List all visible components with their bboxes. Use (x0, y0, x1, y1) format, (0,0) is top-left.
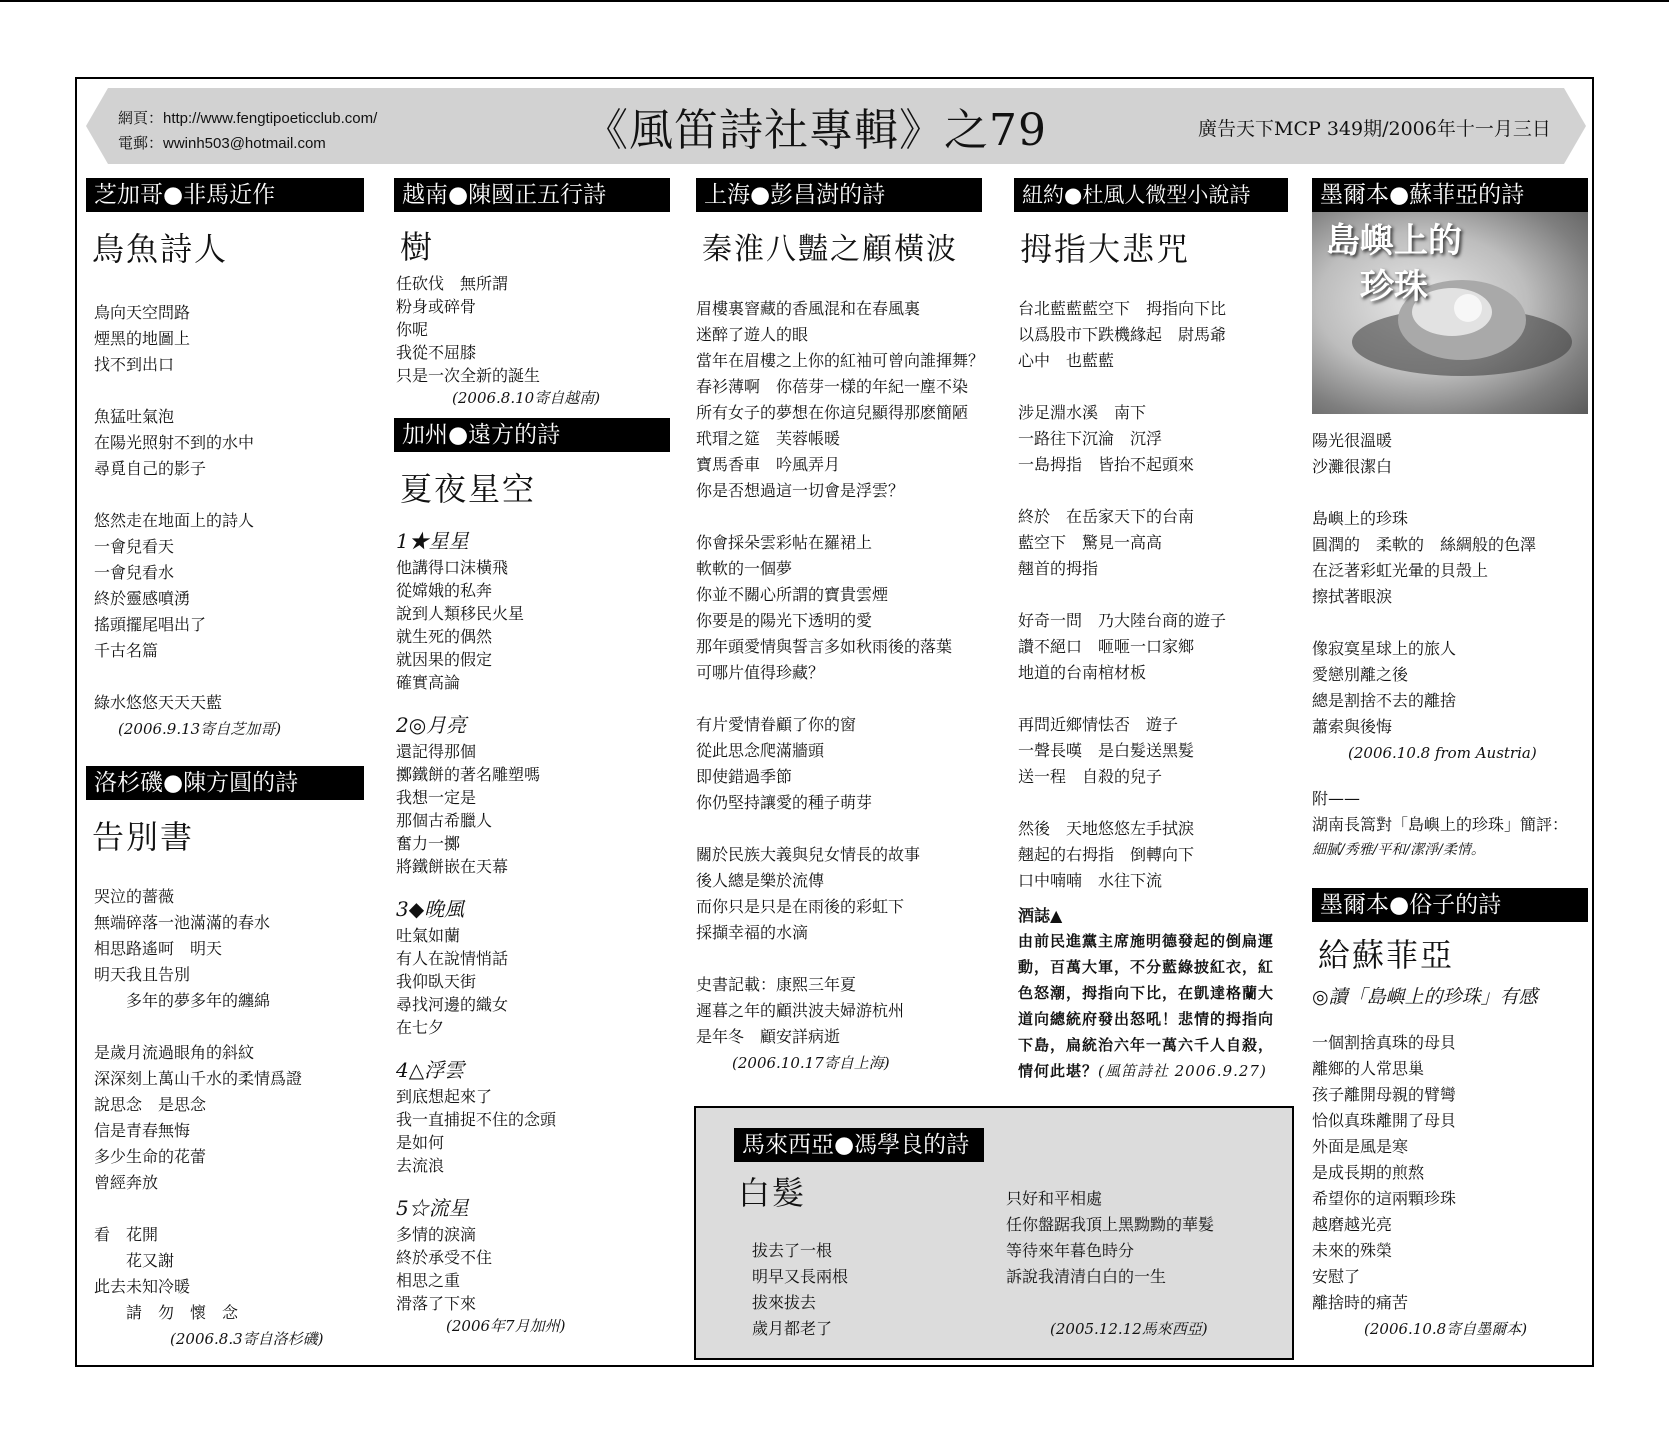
poem-line: 蕭索與後悔 (1312, 717, 1393, 736)
poem-line: 安慰了 (1312, 1267, 1361, 1286)
poem-line: 總是割捨不去的離捨 (1312, 691, 1457, 710)
poem-line: 訴說我清清白白的一生 (1006, 1267, 1167, 1286)
poem-line: 在陽光照射不到的水中 (94, 433, 255, 452)
poem-line: 送一程 自殺的兒子 (1018, 767, 1163, 786)
poem-line: 在泛著彩虹光暈的貝殼上 (1312, 561, 1489, 580)
poem-title: 拇指大悲咒 (1020, 230, 1191, 268)
poem-line: 多少生命的花蕾 (94, 1147, 207, 1166)
poem-source: (2006.10.17寄自上海) (732, 1054, 890, 1072)
poem-line: 台北藍藍藍空下 拇指向下比 (1018, 299, 1227, 318)
poem-line: 再問近鄉情怯否 遊子 (1018, 715, 1179, 734)
poem-line: 任砍伐 無所謂 (396, 274, 509, 293)
poem-line: 魚猛吐氣泡 (94, 407, 175, 426)
poem-line: 將鐵餅嵌在天幕 (396, 857, 509, 876)
section-bar: 芝加哥●非馬近作 (86, 178, 364, 212)
poem-line: 讚不絕口 咂咂一口家鄉 (1018, 637, 1195, 656)
poem-title: 秦淮八豔之顧橫波 (702, 232, 958, 267)
poem-line: 明早又長兩根 (752, 1267, 849, 1286)
section-bar: 洛杉磯●陳方圓的詩 (86, 766, 364, 800)
poem-line: 任你盤踞我頂上黑黝黝的華髮 (1006, 1215, 1215, 1234)
poem-line: 關於民族大義與兒女情長的故事 (696, 845, 921, 864)
poem-line: 愛戀別離之後 (1312, 665, 1409, 684)
poem-line: 無端碎落一池滿滿的春水 (94, 913, 271, 932)
section-bar: 紐約●杜風人微型小說詩 (1014, 178, 1288, 212)
poem-line: 擦拭著眼淚 (1312, 587, 1393, 606)
poem-line: 鳥向天空問路 (94, 303, 191, 322)
poem-line: 就生死的偶然 (396, 627, 493, 646)
pearl-photo (1312, 212, 1588, 414)
poem-line: 還記得那個 (396, 742, 477, 761)
poem-line: 圓潤的 柔軟的 絲綢般的色澤 (1312, 535, 1537, 554)
section-bar: 加州●遠方的詩 (394, 418, 670, 452)
poem-line: 深深刻上萬山千水的柔情爲證 (94, 1069, 303, 1088)
stanza-heading: 1★星星 (396, 529, 469, 553)
poem-line: 奮力一擲 (396, 834, 461, 853)
poem-line: 千古名篇 (94, 641, 159, 660)
email-text: 電郵：wwinh503@hotmail.com (118, 135, 326, 152)
poem-line: 等待來年暮色時分 (1006, 1241, 1135, 1260)
section-bar: 上海●彭昌澍的詩 (696, 178, 982, 212)
note-text (1018, 928, 1286, 1084)
poem-body (696, 296, 984, 1076)
poem-line: 一個割捨真珠的母貝 (1312, 1033, 1457, 1052)
stanza-heading: 2◎月亮 (396, 713, 467, 737)
poem-line: 好奇一問 乃大陸台商的遊子 (1018, 611, 1227, 630)
poem-line: 相思之重 (396, 1271, 461, 1290)
stanza-heading: 5☆流星 (396, 1196, 469, 1220)
poem-line: 是歲月流過眼角的斜紋 (94, 1043, 255, 1062)
section-bar: 墨爾本●蘇菲亞的詩 (1312, 178, 1588, 212)
poem-line: 藍空下 驚見一高高 (1018, 533, 1163, 552)
poem-line: 未來的殊榮 (1312, 1241, 1393, 1260)
poem-line: 你是否想過這一切會是浮雲？ (696, 481, 905, 500)
poem-line: 一島拇指 皆抬不起頭來 (1018, 455, 1195, 474)
poem-line: 有人在說情悄話 (396, 949, 509, 968)
poem-source: (2006.8.10寄自越南) (452, 389, 601, 407)
poem-line: 我從不屈膝 (396, 343, 477, 362)
poem-source: (2006年7月加州) (446, 1317, 566, 1335)
stanza-heading: 4△浮雲 (396, 1058, 465, 1082)
poem-line: 此去未知冷暖 (94, 1277, 191, 1296)
poem-line: 尋覓自己的影子 (94, 459, 207, 478)
photo-caption: 島嶼上的 珍珠 (1326, 221, 1462, 307)
poem-line: 一路往下沉淪 沉浮 (1018, 429, 1163, 448)
column-3 (696, 178, 984, 1076)
poem-line: 看 花開 (94, 1225, 159, 1244)
note-source: (風笛詩社 2006.9.27) (1098, 1062, 1267, 1080)
poem-line: 那年頭愛情與誓言多如秋雨後的落葉 (696, 637, 953, 656)
column-1 (86, 178, 364, 1352)
poem-line: 寶馬香車 吟風弄月 (696, 455, 841, 474)
poem-line: 相思路遙呵 明天 (94, 939, 223, 958)
poem-line: 希望你的這兩顆珍珠 (1312, 1189, 1457, 1208)
poem-line: 翹起的右拇指 倒轉向下 (1018, 845, 1195, 864)
poem-line: 終於靈感噴湧 (94, 589, 191, 608)
section-bar: 馬來西亞●馮學良的詩 (734, 1128, 984, 1162)
poem-line: 終於承受不住 (396, 1248, 493, 1267)
poem-line: 迷醉了遊人的眼 (696, 325, 809, 344)
poem-line: 多情的淚滴 (396, 1225, 477, 1244)
poem-title: 給蘇菲亞 (1318, 936, 1455, 974)
poem-line: 就因果的假定 (396, 650, 493, 669)
poem-source: (2006.10.8寄自墨爾本) (1364, 1320, 1528, 1338)
poem-line: 而你只是只是在雨後的彩虹下 (696, 897, 905, 916)
poem-line: 軟軟的一個夢 (696, 559, 793, 578)
top-rule (0, 0, 1669, 2)
poem-body-left (752, 1238, 848, 1342)
poem-line: 歲月都老了 (752, 1319, 833, 1338)
poem-title: 夏夜星空 (400, 470, 537, 508)
poem-body (94, 884, 364, 1352)
poem-line: 你會採朵雲彩帖在羅裙上 (696, 533, 873, 552)
poem-line: 島嶼上的珍珠 (1312, 509, 1409, 528)
note-heading: 酒誌▲ (1018, 906, 1063, 925)
poem-line: 在七夕 (396, 1018, 445, 1037)
poem-line: 拔來拔去 (752, 1293, 817, 1312)
section-bar: 越南●陳國正五行詩 (394, 178, 670, 212)
poem-line: 一會兒看水 (94, 563, 175, 582)
poem-line: 然後 天地悠悠左手拭淚 (1018, 819, 1195, 838)
issue-info: 廣告天下MCP 349期/2006年十一月三日 (1198, 118, 1551, 140)
poem-line: 一聲長嘆 是白髮送黑髮 (1018, 741, 1195, 760)
poem-line: 是成長期的煎熬 (1312, 1163, 1425, 1182)
poem-line: 玳瑁之筵 芙蓉帳暖 (696, 429, 841, 448)
poem-line: 遲暮之年的顧洪波夫婦游杭州 (696, 1001, 905, 1020)
poem-line: 心中 也藍藍 (1018, 351, 1115, 370)
poem-line: 陽光很溫暖 (1312, 431, 1393, 450)
poem-source: (2006.8.3寄自洛杉磯) (170, 1330, 324, 1348)
poem-line: 你仍堅持讓愛的種子萌芽 (696, 793, 873, 812)
poem-line: 我想一定是 (396, 788, 477, 807)
poem-line: 花又謝 (94, 1251, 175, 1270)
poem-title: 告別書 (92, 818, 195, 856)
poem-line: 尋找河邊的織女 (396, 995, 509, 1014)
appendix-review: 細膩/秀雅/平和/潔淨/柔情。 (1312, 842, 1485, 858)
poem-line: 只是一次全新的誕生 (396, 366, 541, 385)
poem-body-right (1006, 1186, 1214, 1290)
poem-line: 後人總是樂於流傳 (696, 871, 825, 890)
poem-title: 白髮 (738, 1174, 807, 1212)
poem-line: 說到人類移民火星 (396, 604, 525, 623)
poem-line: 你要是的陽光下透明的愛 (696, 611, 873, 630)
poem-line: 有片愛情眷顧了你的窗 (696, 715, 857, 734)
poem-line: 去流浪 (396, 1156, 445, 1175)
poem-line: 恰似真珠離開了母貝 (1312, 1111, 1457, 1130)
poem-line: 煙黑的地圖上 (94, 329, 191, 348)
poem-body (94, 300, 364, 742)
poem-line: 那個古希臘人 (396, 811, 493, 830)
poem-line: 從此思念爬滿牆頭 (696, 741, 825, 760)
poem-title: 鳥魚詩人 (92, 230, 229, 268)
poem-line: 口中喃喃 水往下流 (1018, 871, 1163, 890)
poem-line: 搖頭擺尾唱出了 (94, 615, 207, 634)
poem-line: 眉樓裏窨藏的香風混和在春風裏 (696, 299, 921, 318)
poem-line: 離鄉的人常思巢 (1312, 1059, 1425, 1078)
poem-line: 即使錯過季節 (696, 767, 793, 786)
header-banner (86, 88, 1586, 164)
poem-line: 春衫薄啊 你蓓芽一樣的年紀一塵不染 (696, 377, 969, 396)
poem-title: 樹 (400, 228, 435, 266)
poem-line: 綠水悠悠天天天藍 (94, 693, 223, 712)
poem-line: 孩子離開母親的臂彎 (1312, 1085, 1457, 1104)
poem-line: 像寂寞星球上的旅人 (1312, 639, 1457, 658)
column-4 (1014, 178, 1288, 1084)
poem-line: 拔去了一根 (752, 1241, 833, 1260)
poem-line: 只好和平相處 (1006, 1189, 1103, 1208)
poem-line: 吐氣如蘭 (396, 926, 461, 945)
column-2 (394, 178, 670, 1338)
poem-line: 是如何 (396, 1133, 445, 1152)
poem-body (1018, 296, 1288, 1084)
poem-line: 外面是風是寒 (1312, 1137, 1409, 1156)
contact-info (118, 106, 377, 156)
poem-line: 終於 在岳家天下的台南 (1018, 507, 1195, 526)
poem-line: 離捨時的痛苦 (1312, 1293, 1409, 1312)
page-title: 《風笛詩社專輯》之79 (584, 105, 1047, 156)
poem-line: 從嫦娥的私奔 (396, 581, 493, 600)
poem-line: 你呢 (396, 320, 429, 339)
poem-line: 信是青春無悔 (94, 1121, 191, 1140)
poem-body (1312, 428, 1588, 862)
malaysia-box (694, 1106, 1294, 1360)
poem-line: 越磨越光亮 (1312, 1215, 1393, 1234)
website-text: 網頁：http://www.fengtipoeticclub.com/ (118, 110, 378, 127)
poem-line: 沙灘很潔白 (1312, 457, 1393, 476)
note-body: 由前民進黨主席施明德發起的倒扁運動，百萬大軍，不分藍綠披紅衣，紅色怒潮，拇指向下比，在凱達格蘭大道向總統府發出怒吼！悲情的拇指向下島，扁統治六年一萬六千人自殺，情何此堪？ (1018, 932, 1275, 1080)
poem-line: 一會兒看天 (94, 537, 175, 556)
poem-line: 確實高論 (396, 673, 461, 692)
poem-line: 說思念 是思念 (94, 1095, 207, 1114)
poem-line: 粉身或碎骨 (396, 297, 477, 316)
poem-source: (2006.9.13寄自芝加哥) (118, 720, 282, 738)
poem-line: 可哪片值得珍藏？ (696, 663, 825, 682)
poem-line: 到底想起來了 (396, 1087, 493, 1106)
section-bar: 墨爾本●俗子的詩 (1312, 888, 1588, 922)
poem-line: 擲鐵餅的著名雕塑嗎 (396, 765, 541, 784)
poem-line: 滑落了下來 (396, 1294, 477, 1313)
stanza-heading: 3◆晚風 (396, 897, 465, 921)
poem-line: 我一直捕捉不住的念頭 (396, 1110, 557, 1129)
poem-line: 翹首的拇指 (1018, 559, 1099, 578)
poem-line: 請 勿 懷 念 (94, 1303, 239, 1322)
appendix-text: 湖南長篙對「島嶼上的珍珠」簡評： (1312, 815, 1569, 834)
poem-line: 明天我且告別 (94, 965, 191, 984)
poem-line: 當年在眉樓之上你的紅袖可曾向誰揮舞？ (696, 351, 985, 370)
poem-line: 多年的夢多年的纏綿 (94, 991, 271, 1010)
poem-line: 哭泣的薔薇 (94, 887, 175, 906)
poem-line: 採擷幸福的水滴 (696, 923, 809, 942)
poem-line: 地道的台南棺材板 (1018, 663, 1147, 682)
poem-subtitle: ◎讀「島嶼上的珍珠」有感 (1312, 986, 1538, 1008)
poem-source: (2006.10.8 from Austria) (1348, 744, 1537, 762)
poem-body (396, 272, 670, 410)
poem-line: 他講得口沫橫飛 (396, 558, 509, 577)
appendix-heading: 附—— (1312, 789, 1361, 808)
poem-line: 史書記載：康熙三年夏 (696, 975, 857, 994)
poem-line: 找不到出口 (94, 355, 175, 374)
poem-line: 所有女子的夢想在你這兒顯得那麽簡陋 (696, 403, 969, 422)
poem-body (396, 526, 670, 1338)
poem-line: 以爲股市下跌機緣起 尉馬爺 (1018, 325, 1227, 344)
poem-line: 你並不關心所謂的寶貴雲煙 (696, 585, 889, 604)
poem-line: 悠然走在地面上的詩人 (94, 511, 255, 530)
poem-line: 涉足淵水溪 南下 (1018, 403, 1147, 422)
poem-line: 曾經奔放 (94, 1173, 159, 1192)
poem-source: (2005.12.12馬來西亞) (1050, 1320, 1208, 1338)
poem-line: 是年冬 顧安詳病逝 (696, 1027, 841, 1046)
poem-body (1312, 1030, 1588, 1342)
poem-line: 我仰臥天街 (396, 972, 477, 991)
column-5 (1312, 178, 1588, 1342)
